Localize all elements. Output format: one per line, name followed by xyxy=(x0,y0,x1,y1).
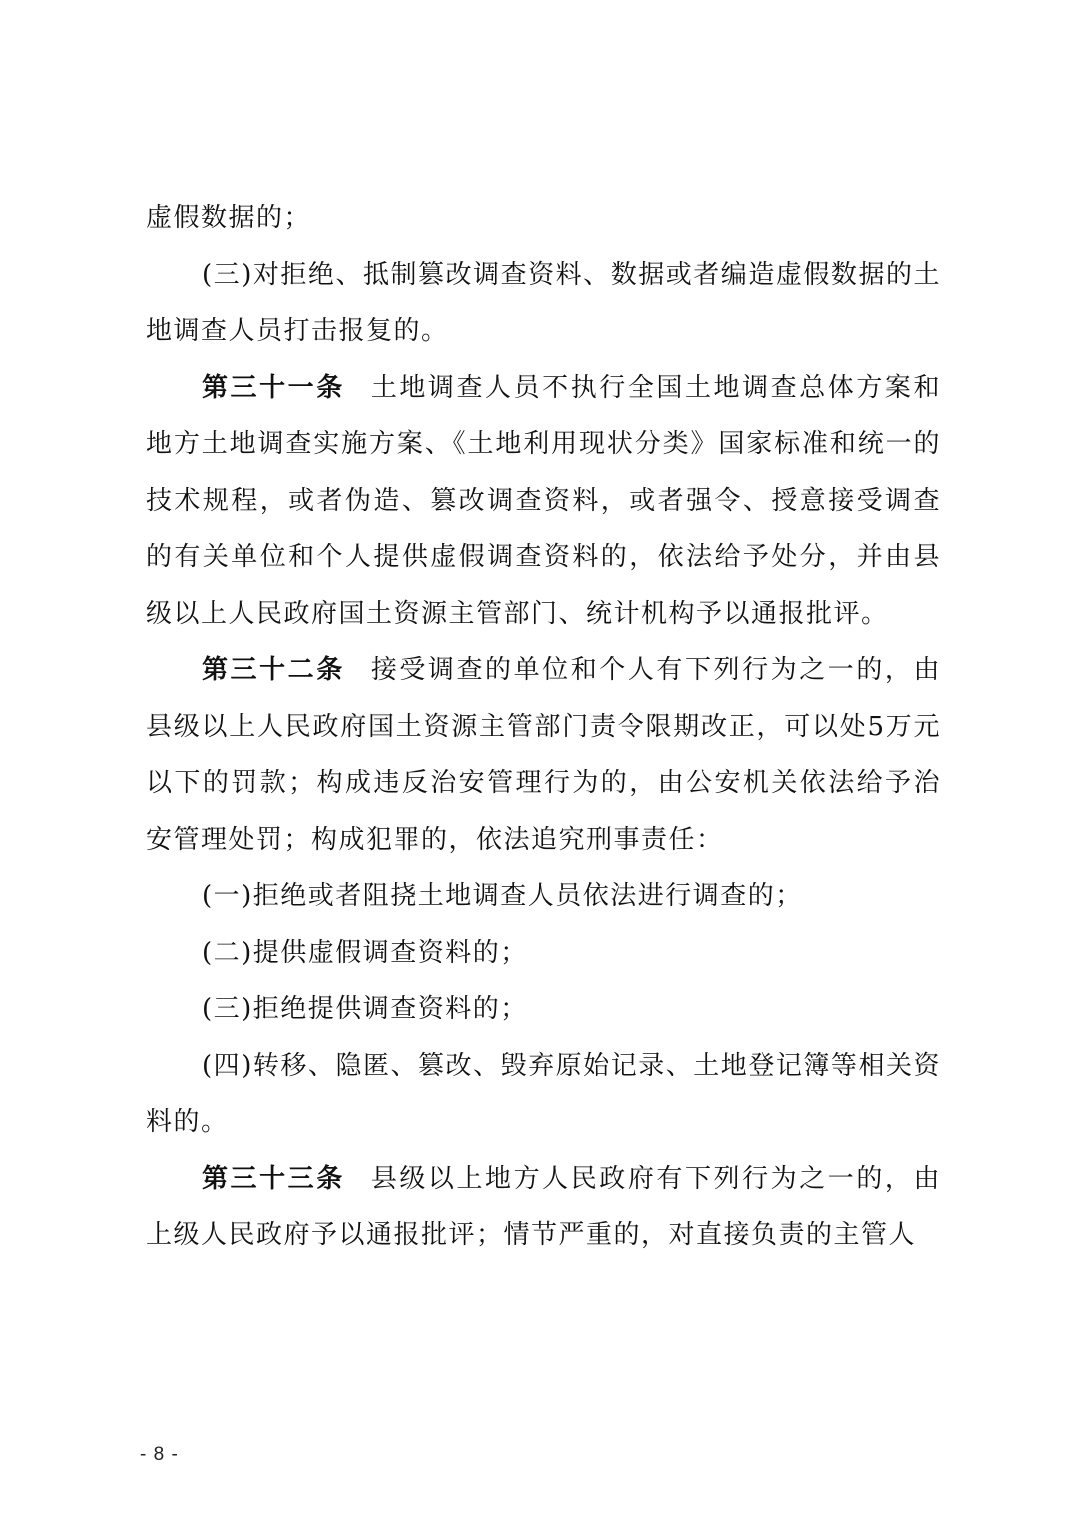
article-text: 县级以上地方人民政府有下列行为之一的，由上级人民政府予以通报批评；情节严重的，对直接负责的主管人 xyxy=(146,1163,941,1250)
article-33 xyxy=(146,1151,941,1264)
paragraph-text: (四)转移、隐匿、篡改、毁弃原始记录、土地登记簿等相关资料的。 xyxy=(146,1050,941,1137)
page-number: - 8 - xyxy=(140,1444,179,1465)
article-text: 土地调查人员不执行全国土地调查总体方案和地方土地调查实施方案、《土地利用现状分类》国家标准和统一的技术规程，或者伪造、篡改调查资料，或者强令、授意接受调查的有关单位和个人提供虚假调查资料的，依法给予处分，并由县级以上人民政府国土资源主管部门、统计机构予以通报批评。 xyxy=(146,372,941,629)
article-heading: 第三十三条 xyxy=(202,1163,345,1194)
list-item xyxy=(146,925,941,982)
paragraph-text: (一)拒绝或者阻挠土地调查人员依法进行调查的； xyxy=(202,881,803,911)
list-item xyxy=(146,981,941,1038)
list-item xyxy=(146,868,941,925)
article-heading: 第三十二条 xyxy=(202,655,345,685)
paragraph-text: (三)拒绝提供调查资料的； xyxy=(202,994,528,1024)
article-31 xyxy=(146,360,941,643)
paragraph-continuation xyxy=(146,190,941,247)
article-32 xyxy=(146,642,941,868)
list-item xyxy=(146,247,941,360)
article-text: 接受调查的单位和个人有下列行为之一的，由县级以上人民政府国土资源主管部门责令限期改正，可以处5万元以下的罚款；构成违反治安管理行为的，由公安机关依法给予治安管理处罚；构成犯罪的，依法追究刑事责任： xyxy=(146,655,941,855)
document-body xyxy=(146,190,941,1264)
article-heading: 第三十一条 xyxy=(202,372,345,403)
paragraph-text: (二)提供虚假调查资料的； xyxy=(202,937,528,968)
paragraph-text: (三)对拒绝、抵制篡改调查资料、数据或者编造虚假数据的土地调查人员打击报复的。 xyxy=(146,259,941,346)
paragraph-text: 虚假数据的； xyxy=(146,203,312,233)
list-item xyxy=(146,1038,941,1151)
